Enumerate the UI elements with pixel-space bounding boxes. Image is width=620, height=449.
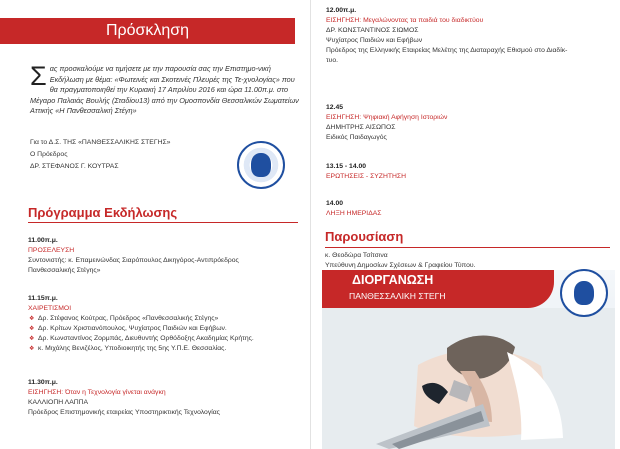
agenda-item xyxy=(28,236,239,276)
organization-seal-icon xyxy=(560,269,608,317)
agenda-heading: ΛΗΞΗ ΗΜΕΡΙΔΑΣ xyxy=(326,210,382,217)
speaker-name: ΚΑΛΛΙΟΠΗ ΛΑΠΠΑ xyxy=(28,399,89,406)
dropcap-letter: Σ xyxy=(30,61,47,91)
agenda-item xyxy=(28,378,220,418)
presenter-role: Υπεύθυνη Δημοσίων Σχέσεων & Γραφείου Τύπου. xyxy=(325,262,476,269)
agenda-time: 12.45 xyxy=(326,104,344,111)
agenda-item xyxy=(326,6,611,66)
presentation-divider xyxy=(325,247,610,248)
signature-block xyxy=(30,137,170,173)
invitation-body: ας προσκαλούμε να τιμήσετε με την παρουσία σας την Επιστημο-νική Εκδήλωση με θέμα: «Φωτεινές και Σκοτεινές Πλευρές της Τε-χνολογίας» που θα πραγματοποιηθεί την Κυριακή 17 Απριλίου 2016 και ώρα 11.00π.μ. στο Μέγαρο Παλαιάς Βουλής (Σταδίου13) από την Ομοσπονδία Θεσσαλικών Σωματείων Αττικής «Η Πανθεσσαλική Στέγη» xyxy=(30,64,299,116)
speaker-role: Πρόεδρος Επιστημονικής εταιρείας Υποστηρικτικής Τεχνολογίας xyxy=(28,409,220,416)
agenda-item xyxy=(326,162,406,182)
presenter-name: κ. Θεοδώρα Τσίτσινα xyxy=(325,252,388,259)
agenda-heading: ΧΑΙΡΕΤΙΣΜΟΙ xyxy=(28,305,72,312)
speaker-role: Ψυχίατρος Παιδιών και Εφήβων xyxy=(326,37,423,44)
invitation-title: Πρόσκληση xyxy=(0,18,295,44)
agenda-time: 13.15 - 14.00 xyxy=(326,163,367,170)
presentation-title: Παρουσίαση xyxy=(325,229,404,244)
organization-band xyxy=(322,270,554,308)
person-laptop-illustration xyxy=(322,308,615,449)
agenda-item xyxy=(326,103,447,143)
program-title: Πρόγραμμα Εκδήλωσης xyxy=(28,205,178,220)
agenda-detail: Πανθεσσαλικής Στέγης» xyxy=(28,267,101,274)
greeting-item: ❖ Δρ. Στέφανος Κούτρας, Πρόεδρος «Πανθεσσαλικής Στέγης» xyxy=(28,314,254,324)
invitation-text xyxy=(30,61,300,117)
speaker-role: Ειδικός Παιδαγωγός xyxy=(326,134,387,141)
agenda-time: 11.30π.μ. xyxy=(28,379,58,386)
greeting-item: ❖ Δρ. Κρίτων Χριστιανόπουλος, Ψυχίατρος Παιδιών και Εφήβων. xyxy=(28,324,254,334)
greeting-item: ❖ κ. Μιχάλης Βενιζέλος, Υποδιοικητής της 5ης Υ.Π.Ε. Θεσσαλίας. xyxy=(28,344,254,354)
cover-photo xyxy=(322,308,615,449)
organization-name: ΠΑΝΘΕΣΣΑΛΙΚΗ ΣΤΕΓΗ xyxy=(349,291,446,301)
agenda-time: 11.00π.μ. xyxy=(28,237,58,244)
agenda-item xyxy=(28,294,254,354)
speaker-name: ΔΗΜΗΤΡΗΣ ΑΙΣΩΠΟΣ xyxy=(326,124,396,131)
speaker-role: τυο. xyxy=(326,57,339,64)
program-divider xyxy=(28,222,298,223)
agenda-detail: Συντονιστής: κ. Επαμεινώνδας Σιαρόπουλος Δικηγόρος-Αντιπρόεδρος xyxy=(28,257,239,264)
signature-line-2: Ο Πρόεδρος xyxy=(30,151,68,158)
organization-seal-icon xyxy=(237,141,285,189)
speaker-name: ΔΡ. ΚΩΝΣΤΑΝΤΙΝΟΣ ΣΙΩΜΟΣ xyxy=(326,27,419,34)
presenter-block xyxy=(325,251,476,271)
agenda-time: 14.00 xyxy=(326,200,344,207)
agenda-time: 11.15π.μ. xyxy=(28,295,58,302)
agenda-heading: ΕΙΣΗΓΗΣΗ: Μεγαλώνοντας τα παιδιά του διαδικτύου xyxy=(326,17,484,24)
signature-line-3: ΔΡ. ΣΤΕΦΑΝΟΣ Γ. ΚΟΥΤΡΑΣ xyxy=(30,163,119,170)
agenda-heading: ΕΡΩΤΗΣΕΙΣ - ΣΥΖΗΤΗΣΗ xyxy=(326,173,407,180)
agenda-item xyxy=(326,199,381,219)
agenda-time: 12.00π.μ. xyxy=(326,7,357,14)
speaker-role: Πρόεδρος της Ελληνικής Εταιρείας Μελέτης της Διαταραχής Εθισμού στο Διαδίκ- xyxy=(326,47,568,54)
organization-title: ΔΙΟΡΓΑΝΩΣΗ xyxy=(352,273,434,287)
signature-line-1: Για το Δ.Σ. ΤΗΣ «ΠΑΝΘΕΣΣΑΛΙΚΗΣ ΣΤΕΓΗΣ» xyxy=(30,139,171,146)
agenda-heading: ΕΙΣΗΓΗΣΗ: Ψηφιακή Αφήγηση Ιστοριών xyxy=(326,114,448,121)
agenda-heading: ΠΡΟΣΕΛΕΥΣΗ xyxy=(28,247,75,254)
agenda-heading: ΕΙΣΗΓΗΣΗ: Όταν η Τεχνολογία γίνεται ανάγκη xyxy=(28,389,166,396)
greeting-item: ❖ Δρ. Κωνσταντίνος Ζορμπάς, Διευθυντής Ορθόδοξης Ακαδημίας Κρήτης. xyxy=(28,334,254,344)
